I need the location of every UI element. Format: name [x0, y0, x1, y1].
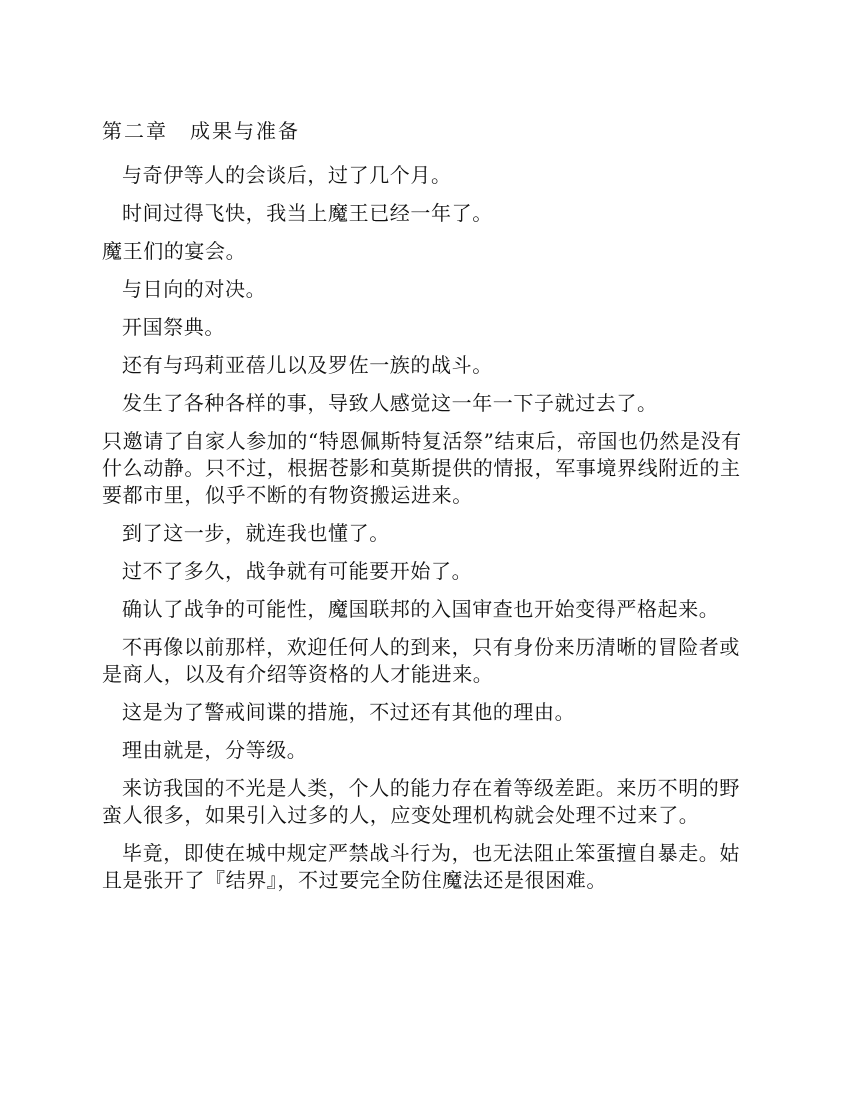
paragraph: 到了这一步，就连我也懂了。 [122, 521, 390, 545]
paragraph: 与日向的对决。 [122, 277, 267, 301]
paragraph: 与奇伊等人的会谈后，过了几个月。 [122, 163, 452, 187]
paragraph: 发生了各种各样的事，导致人感觉这一年一下子就过去了。 [122, 391, 658, 415]
paragraph: 毕竟，即使在城中规定严禁战斗行为，也无法阻止笨蛋擅自暴走。姑且是张开了『结界』，不过要完全防住魔法还是很困难。 [102, 841, 740, 892]
paragraph: 这是为了警戒间谍的措施，不过还有其他的理由。 [122, 700, 576, 724]
paragraph: 还有与玛莉亚蓓儿以及罗佐一族的战斗。 [122, 353, 493, 377]
chapter-title: 第二章 成果与准备 [102, 119, 300, 143]
paragraph: 只邀请了自家人参加的“特恩佩斯特复活祭”结束后，帝国也仍然是没有什么动静。只不过，根据苍影和莫斯提供的情报，军事境界线附近的主要都市里，似乎不断的有物资搬运进来。 [102, 429, 742, 507]
paragraph: 确认了战争的可能性，魔国联邦的入国审查也开始变得严格起来。 [122, 597, 720, 621]
paragraph: 来访我国的不光是人类，个人的能力存在着等级差距。来历不明的野蛮人很多，如果引入过多的人，应变处理机构就会处理不过来了。 [102, 776, 740, 827]
paragraph: 时间过得飞快，我当上魔王已经一年了。 [122, 201, 493, 225]
paragraph: 不再像以前那样，欢迎任何人的到来，只有身份来历清晰的冒险者或是商人，以及有介绍等资格的人才能进来。 [102, 635, 740, 686]
paragraph: 魔王们的宴会。 [102, 239, 247, 263]
paragraph: 开国祭典。 [122, 315, 225, 339]
chapter-body [102, 114, 748, 905]
paragraph: 过不了多久，战争就有可能要开始了。 [122, 559, 473, 583]
paragraph-list [102, 162, 748, 894]
paragraph: 理由就是，分等级。 [122, 738, 308, 762]
